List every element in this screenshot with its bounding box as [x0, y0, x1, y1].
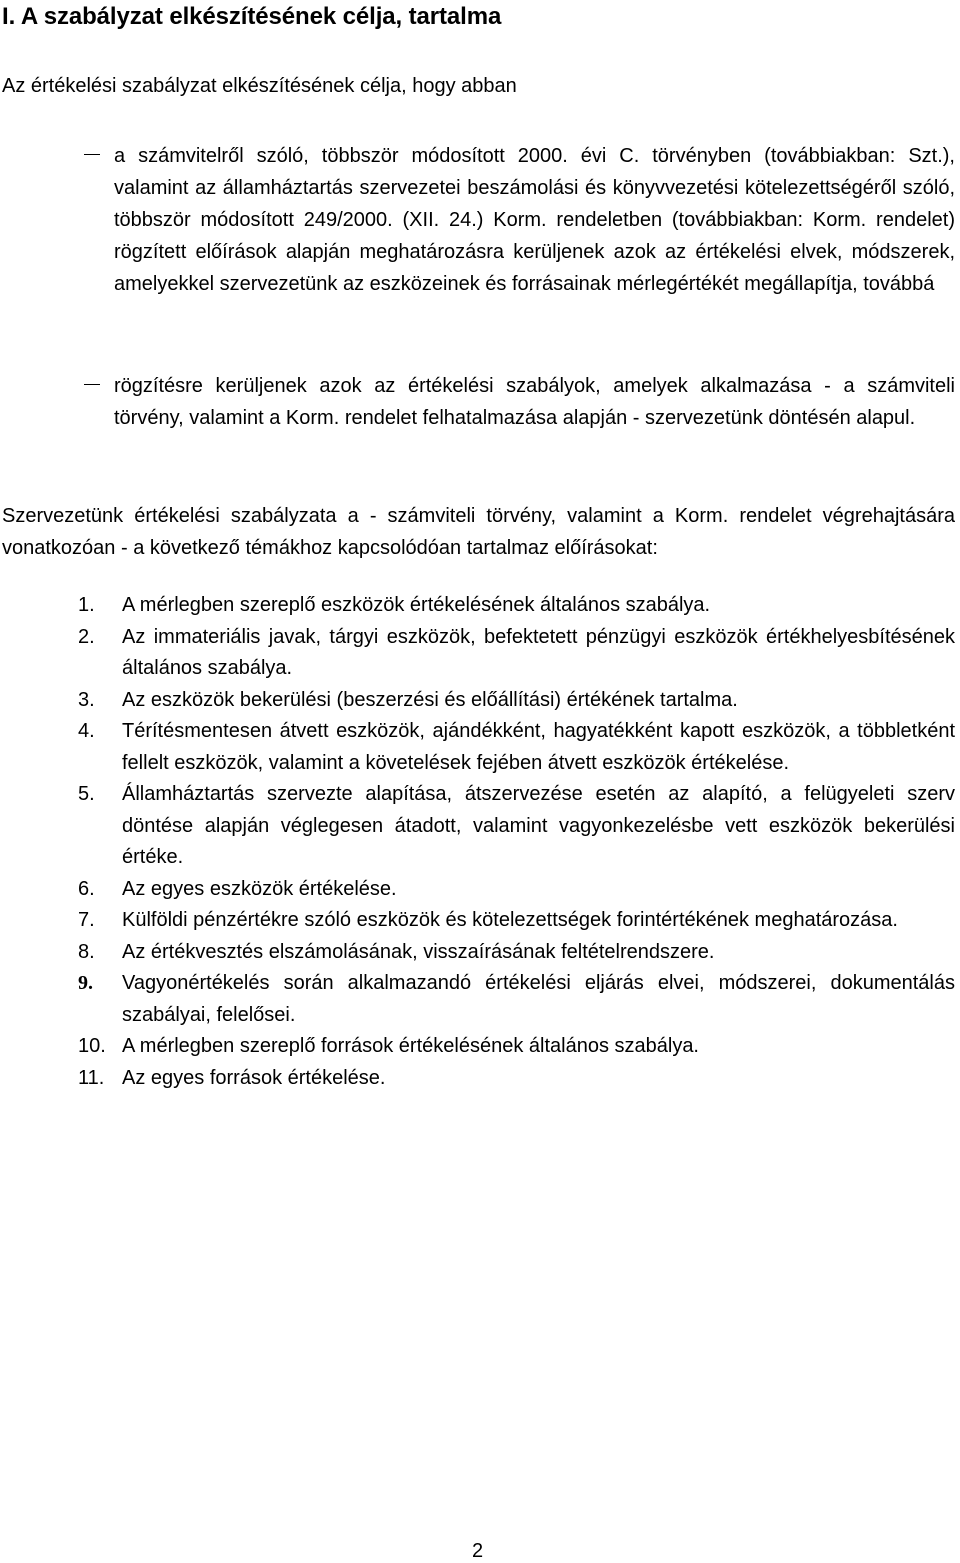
list-item-number: 3.	[78, 688, 95, 711]
dash-item-first-line: a számvitelről szóló, többször módosított 2000. évi C. törvényben (továbbiakban:	[114, 145, 896, 167]
list-item-text: Vagyonértékelés során alkalmazandó értékelési eljárás elvei, módszerei, dokumentálás szabályai, felelősei.	[122, 972, 955, 1026]
page-number: 2	[472, 1540, 484, 1562]
dash-item-continuation: Szt.), valamint az államháztartás szervezetei beszámolási és könyvvezetési kötelezettségéről szóló, többször módosított 249/2000. (XII. 24.) Korm. rendeletben (továbbiakban: Korm. rendelet) rögzített előírások alapján meghatározásra kerüljenek azok az értékelési elvek, módszerek, amelyekkel szervezetünk az eszközeinek és forrásainak mérlegértékét megállapítja, továbbá	[114, 145, 955, 295]
list-item	[78, 1063, 955, 1095]
list-item	[78, 874, 955, 906]
list-item-number: 5.	[78, 783, 95, 805]
list-item	[78, 622, 955, 685]
list-item-number: 10.	[78, 1035, 106, 1057]
list-item-number: 4.	[78, 720, 95, 742]
list-item	[78, 905, 955, 937]
list-item	[78, 590, 955, 622]
list-item-number: 6.	[78, 877, 95, 900]
intro-paragraph: Az értékelési szabályzat elkészítésének célja, hogy abban	[2, 75, 517, 97]
list-item-text: Államháztartás szervezte alapítása, átszervezése esetén az alapító, a felügyeleti szerv döntése alapján véglegesen átadott, valamint vagyonkezelésbe vett eszközök bekerülési értéke.	[122, 783, 955, 868]
list-item	[78, 716, 955, 779]
list-item-text: Az egyes eszközök értékelése.	[122, 877, 397, 900]
list-item	[78, 685, 955, 717]
list-item-number: 11.	[78, 1066, 105, 1089]
numbered-topic-list	[78, 590, 955, 1094]
list-item	[78, 968, 955, 1031]
list-item-text: Az eszközök bekerülési (beszerzési és előállítási) értékének tartalma.	[122, 688, 738, 711]
list-item-text: Az immateriális javak, tárgyi eszközök, befektetett pénzügyi eszközök értékhelyesbítésének általános szabálya.	[122, 625, 955, 679]
list-item-number: 1.	[78, 594, 95, 616]
dash-list-item	[78, 140, 955, 300]
list-item-text: Az egyes források értékelése.	[122, 1066, 386, 1089]
list-item-number: 2.	[78, 625, 95, 648]
list-item-number: 9.	[78, 972, 93, 994]
list-item-number: 8.	[78, 940, 95, 963]
list-item	[78, 1031, 955, 1063]
list-item	[78, 779, 955, 874]
list-item-number: 7.	[78, 909, 95, 931]
section-heading: I. A szabályzat elkészítésének célja, tartalma	[2, 3, 502, 30]
list-item-text: Térítésmentesen átvett eszközök, ajándékként, hagyatékként kapott eszközök, a többletként fellelt eszközök, valamint a követelések fejében átvett eszközök értékelése.	[122, 720, 955, 774]
list-item-text: A mérlegben szereplő eszközök értékelésének általános szabálya.	[122, 594, 711, 616]
list-item-text: Az értékvesztés elszámolásának, visszaírásának feltételrendszere.	[122, 940, 715, 963]
list-item	[78, 937, 955, 969]
dash-list-item	[78, 370, 955, 434]
dash-item-text: rögzítésre kerüljenek azok az értékelési szabályok, amelyek alkalmazása - a számviteli törvény, valamint a Korm. rendelet felhatalmazása alapján - szervezetünk döntésén alapul.	[114, 375, 955, 429]
dash-item-text	[114, 140, 955, 300]
summary-paragraph: Szervezetünk értékelési szabályzata a - számviteli törvény, valamint a Korm. rendelet végrehajtására vonatkozóan - a következő témákhoz kapcsolódóan tartalmaz előírásokat:	[2, 505, 955, 559]
list-item-text: A mérlegben szereplő források értékelésének általános szabálya.	[122, 1035, 699, 1057]
list-item-text: Külföldi pénzértékre szóló eszközök és kötelezettségek forintértékének meghatározása.	[122, 909, 898, 931]
dash-bullet-icon	[84, 154, 100, 155]
dash-bullet-icon	[84, 384, 100, 385]
